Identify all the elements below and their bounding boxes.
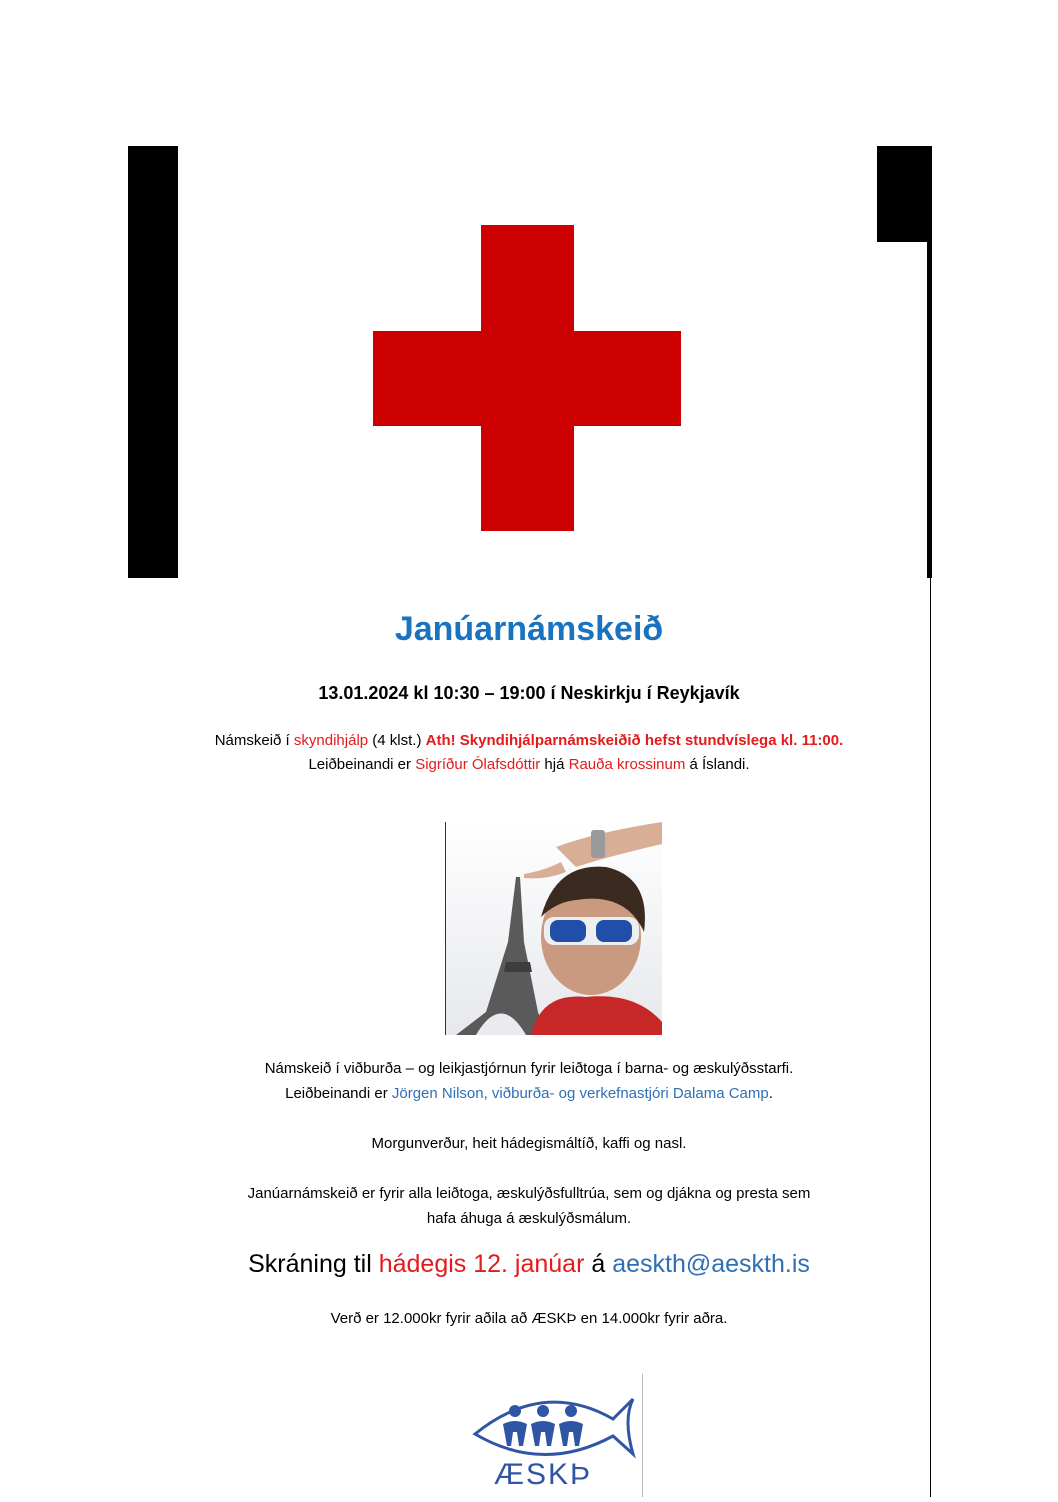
first-aid-instructor-line <box>0 753 1058 777</box>
date-location: 13.01.2024 kl 10:30 – 19:00 í Neskirkju í Reykjavík <box>318 683 740 703</box>
text: Leiðbeinandi er <box>285 1085 392 1102</box>
instructor-photo <box>445 822 662 1035</box>
page-title: Janúarnámskeið <box>394 610 664 648</box>
text: (4 klst.) <box>368 732 426 749</box>
banner-right-block <box>877 146 932 242</box>
text: Leiðbeinandi er <box>308 756 416 773</box>
logo-divider <box>642 1374 643 1497</box>
registration-email-link[interactable]: aeskth@aeskth.is <box>612 1250 810 1278</box>
text: . <box>768 1085 773 1102</box>
registration-deadline: hádegis 12. janúar <box>378 1250 585 1278</box>
page-edge-line <box>930 578 931 1497</box>
red-cross-horizontal <box>373 331 681 426</box>
registration-line <box>0 1250 1058 1279</box>
organization-name: Rauða krossinum <box>568 756 686 773</box>
text: hjá <box>540 756 569 773</box>
banner-right-line <box>927 242 932 578</box>
price-line: Verð er 12.000kr fyrir aðila að ÆSKÞ en 14.000kr fyrir aðra. <box>330 1310 728 1327</box>
text: Skráning til <box>248 1250 379 1278</box>
events-instructor-name: Jörgen Nilson, viðburða- og verkefnastjóri Dalama Camp <box>391 1085 769 1102</box>
first-aid-line <box>0 729 1058 753</box>
audience-line-1: Janúarnámskeið er fyrir alla leiðtoga, æskulýðsfulltrúa, sem og djákna og presta sem <box>247 1185 811 1202</box>
first-aid-notice: Ath! Skyndihjálparnámskeiðið hefst stundvíslega kl. 11:00. <box>425 732 844 749</box>
first-aid-highlight: skyndihjálp <box>293 732 369 749</box>
text: Námskeið í <box>214 732 294 749</box>
events-course-line: Námskeið í viðburða – og leikjastjórnun fyrir leiðtoga í barna- og æskulýðsstarfi. <box>264 1060 794 1077</box>
text: á Íslandi. <box>685 756 750 773</box>
events-instructor-line <box>0 1082 1058 1106</box>
text: á <box>584 1250 613 1278</box>
banner-left-bar <box>128 146 178 578</box>
logo-text: ÆSKÞ <box>493 1458 593 1491</box>
meals-line: Morgunverður, heit hádegismáltíð, kaffi og nasl. <box>371 1135 687 1152</box>
audience-line-2: hafa áhuga á æskulýðsmálum. <box>426 1210 632 1227</box>
instructor-name: Sigríður Ólafsdóttir <box>415 756 541 773</box>
